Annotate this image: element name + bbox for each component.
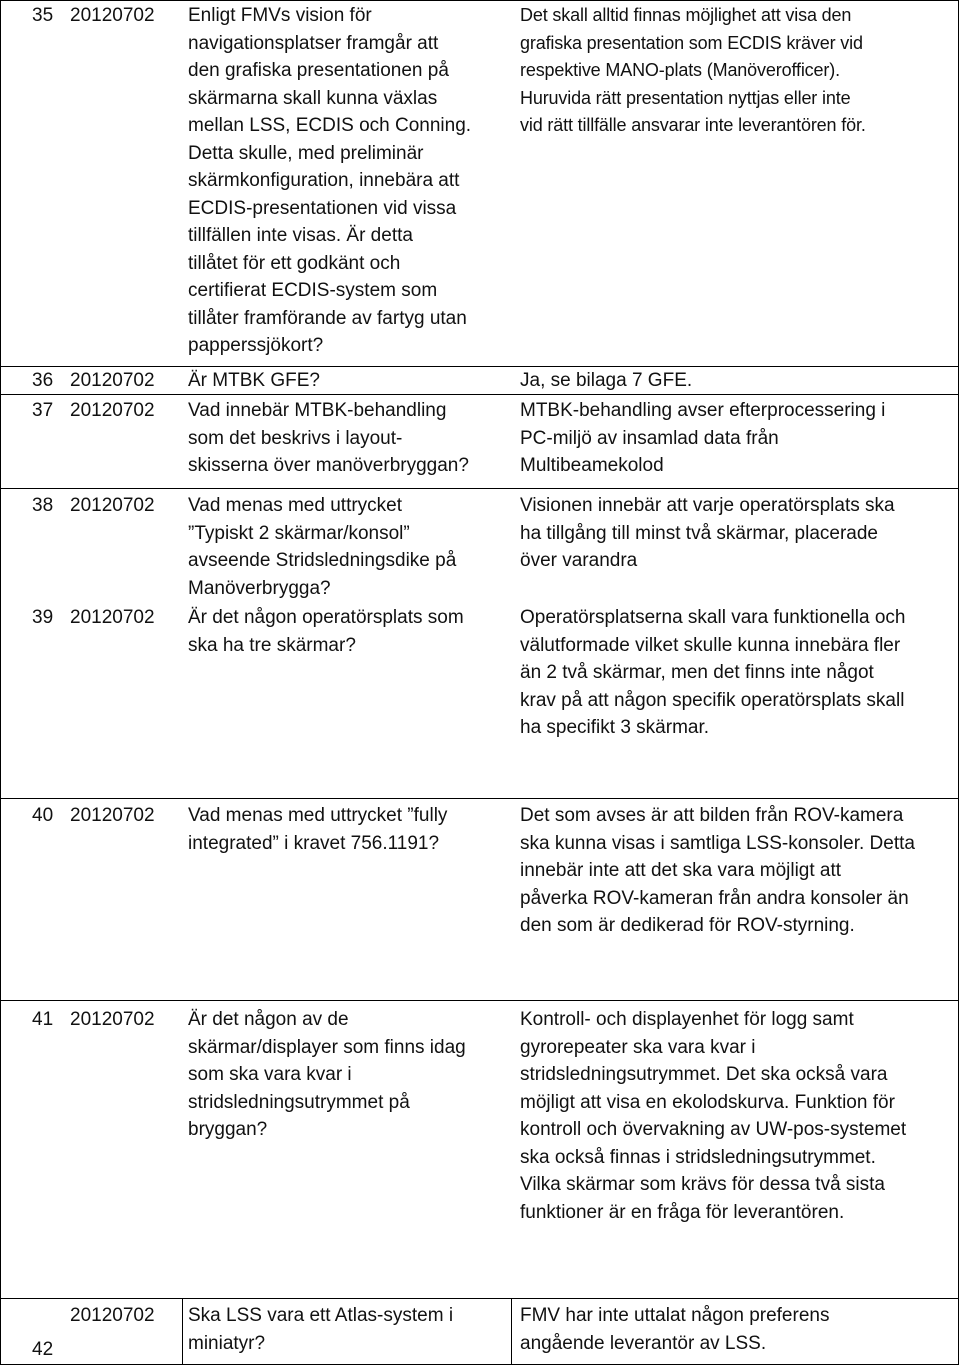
row-date: 20120702 xyxy=(70,805,155,826)
row-date: 20120702 xyxy=(70,495,155,516)
answer-text: Ja, se bilaga 7 GFE. xyxy=(520,370,693,391)
question-text: Är det någon operatörsplats som ska ha tre skärmar? xyxy=(188,607,464,656)
row-separator xyxy=(0,1000,959,1001)
table-left-border xyxy=(0,0,1,1365)
row-date: 20120702 xyxy=(70,370,155,391)
row-number: 37 xyxy=(32,400,54,421)
answer-text: Operatörsplatserna skall vara funktionella och välutformade vilket skulle kunna innebära fler än 2 två skärmar, men det finns inte något krav på att någon specifik operatörsplats skall ha specifikt 3 skärmar. xyxy=(520,607,906,738)
row-separator xyxy=(0,1298,959,1299)
row-number: 35 xyxy=(32,5,54,26)
table-top-border xyxy=(0,0,959,1)
row-number: 36 xyxy=(32,370,54,391)
row-number: 40 xyxy=(32,805,54,826)
row-number: 38 xyxy=(32,495,54,516)
question-text: Enligt FMVs vision för navigationsplatser framgår att den grafiska presentationen på skärmarna skall kunna växlas mellan LSS, ECDIS och Conning. Detta skulle, med preliminär skärmkonfiguration, innebära att ECDIS-presentationen vid vissa tillfällen inte visas. Är detta tillåtet för ett godkänt och certifierat ECDIS-system som tillåter framförande av fartyg utan papperssjökort? xyxy=(188,5,472,356)
answer-text: MTBK-behandling avser efterprocessering i PC-miljö av insamlad data från Multibeamekolod xyxy=(520,400,886,476)
answer-text: Det skall alltid finnas möjlighet att visa den grafiska presentation som ECDIS kräver vid respektive MANO-plats (Manöverofficer). Huruvida rätt presentation nyttjas eller inte vid rätt tillfälle ansvarar inte leverantören för. xyxy=(520,5,866,135)
row-separator xyxy=(0,488,959,489)
row-number: 41 xyxy=(32,1009,54,1030)
answer-text: FMV har inte uttalat någon preferens angående leverantör av LSS. xyxy=(520,1305,830,1354)
row-date: 20120702 xyxy=(70,607,155,628)
row-date: 20120702 xyxy=(70,1009,155,1030)
question-text: Vad innebär MTBK-behandling som det beskrivs i layout- skisserna över manöverbryggan? xyxy=(188,400,469,476)
question-text: Är det någon av de skärmar/displayer som finns idag som ska vara kvar i stridsledningsutrymmet på bryggan? xyxy=(188,1009,466,1140)
row-date: 20120702 xyxy=(70,400,155,421)
answer-text: Det som avses är att bilden från ROV-kamera ska kunna visas i samtliga LSS-konsoler. Detta innebär inte att det ska vara möjligt att påverka ROV-kameran från andra konsoler än den som är dedikerad för ROV-styrning. xyxy=(520,805,915,936)
row-date: 20120702 xyxy=(70,1305,155,1326)
table-right-border xyxy=(958,0,959,1365)
row-date: 20120702 xyxy=(70,5,155,26)
answer-text: Kontroll- och displayenhet för logg samt gyrorepeater ska vara kvar i stridsledningsutrymmet. Det ska också vara möjligt att visa en ekolodskurva. Funktion för kontroll och övervakning av UW-pos-systemet ska också finnas i stridsledningsutrymmet. Vilka skärmar som krävs för dessa två sista funktioner är en fråga för leverantören. xyxy=(520,1009,907,1223)
question-text: Ska LSS vara ett Atlas-system i miniatyr? xyxy=(188,1305,454,1354)
question-text: Vad menas med uttrycket ”Typiskt 2 skärmar/konsol” avseende Stridsledningsdike på Manöverbrygga? xyxy=(188,495,457,599)
row-separator xyxy=(0,798,959,799)
row-number: 42 xyxy=(32,1339,54,1360)
question-text: Är MTBK GFE? xyxy=(188,370,320,391)
table-bottom-border xyxy=(0,1364,959,1365)
column-separator xyxy=(182,1298,183,1364)
column-separator xyxy=(511,1298,512,1364)
question-text: Vad menas med uttrycket ”fully integrated” i kravet 756.1191? xyxy=(188,805,448,854)
answer-text: Visionen innebär att varje operatörsplats ska ha tillgång till minst två skärmar, placerade över varandra xyxy=(520,495,895,571)
row-number: 39 xyxy=(32,607,54,628)
